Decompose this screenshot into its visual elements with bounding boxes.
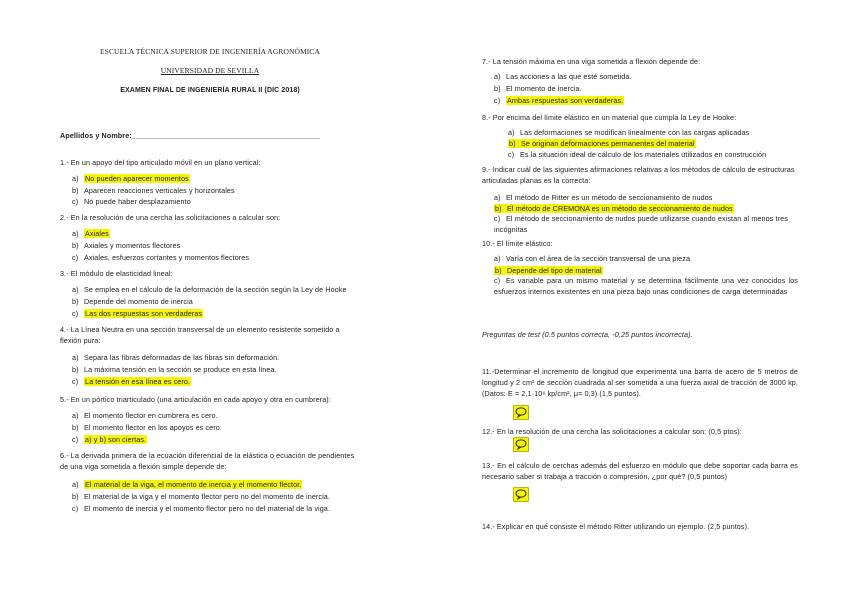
option-letter: c) [508,150,515,159]
option-text: Aparecen reacciones verticales y horizontales [84,186,235,195]
option-text: Separa las fibras deformadas de las fibras sin deformación. [84,353,280,362]
option-text: El material de la viga, el momento de inercia y el momento flector. [85,480,302,489]
q6-option-a[interactable] [72,479,302,490]
option-text: El método de CREMONA es un método de seccionamiento de nudos [507,204,733,213]
question-2: 2.- En la resolución de una cercha las solicitaciones a calcular son: [60,213,281,222]
q8-option-a[interactable] [508,127,749,138]
option-text: Se emplea en el cálculo de la deformación de la sección según la Ley de Hooke [84,285,347,294]
option-text: El material de la viga y el momento flector pero no del momento de inercia. [84,492,331,501]
option-letter: c) [494,214,501,223]
option-text: La máxima tensión en la sección se produce en esta línea. [84,365,277,374]
q10-option-a[interactable] [494,253,690,264]
option-letter: c) [494,276,501,285]
option-letter: a) [494,193,501,202]
q7-option-b[interactable] [494,83,582,94]
option-letter: b) [495,266,502,275]
option-text: Es variable para un mismo material y se determina fácilmente una vez conocidos los esfuerzos internos existentes en una pieza bajo unas condiciones de carga determinadas [494,276,798,296]
q1-option-a[interactable] [72,173,190,184]
comment-icon[interactable] [513,487,529,502]
option-letter: b) [72,186,79,195]
option-text: Varía con el área de la sección transversal de una pieza [506,254,691,263]
question-1: 1.- En un apoyo del tipo articulado móvil en un plano vertical: [60,158,261,167]
option-text: El momento flector en los apoyos es cero. [84,423,222,432]
question-12: 12.- En la resolución de una cercha las solicitaciones a calcular son: (0,5 ptos): [482,427,742,436]
q7-option-a[interactable] [494,71,632,82]
question-11: 11.-Determinar el incremento de longitud que experimenta una barra de acero de 5 metros de longitud y 2 cm² de sección cuadrada al ser sometida a una fuerza axial de tracción de 3000 kp. (Datos: E = 2,1·10⁶ kp/cm², μ= 0,3) (1,5 puntos). [482,367,798,398]
q4-option-a[interactable] [72,352,279,363]
option-letter: b) [494,84,501,93]
q5-option-c[interactable] [72,434,147,445]
option-letter: c) [72,253,79,262]
q9-option-c[interactable] [494,213,794,235]
question-6: 6.- La derivada primera de la ecuación diferencial de la elástica o ecuación de pendientes de una viga sometida a flexión simple depende de: [60,451,355,471]
q1-option-c[interactable] [72,196,191,207]
option-text: a) y b) son ciertas. [85,435,147,444]
question-7: 7.- La tensión máxima en una viga sometida a flexión depende de: [482,57,701,66]
option-text: El momento de inercia y el momento flector pero no del material de la viga. [84,504,331,513]
option-letter: c) [72,197,79,206]
q4-option-b[interactable] [72,364,277,375]
option-text: Axiales [85,229,109,238]
option-text: La tensión en esa línea es cero. [85,377,191,386]
option-letter: b) [509,139,516,148]
question-10: 10.- El límite elástico: [482,239,553,248]
option-letter: b) [72,241,79,250]
option-text: Es la situación ideal de cálculo de los materiales utilizados en construcción [520,150,767,159]
option-text: Axiales, esfuerzos cortantes y momentos flectores [84,253,250,262]
name-field[interactable]: Apellidos y Nombre:______________________________________________ [60,131,321,140]
option-letter: b) [72,423,79,432]
exam-title: EXAMEN FINAL DE INGENIERÍA RURAL II (DIC 2018) [120,87,300,94]
q2-option-c[interactable] [72,252,249,263]
option-letter: b) [72,365,79,374]
option-text: El método de Ritter es un método de seccionamiento de nudos [506,193,713,202]
option-letter: b) [72,492,79,501]
option-text: Se originan deformaciones permanentes del material [521,139,695,148]
q6-option-b[interactable] [72,491,330,502]
option-letter: a) [72,353,79,362]
option-letter: b) [72,297,79,306]
question-8: 8.- Por encima del límite elástico en un material que cumpla la Ley de Hooke: [482,113,737,122]
q8-option-c[interactable] [508,149,766,160]
comment-icon[interactable] [513,437,529,452]
option-letter: a) [72,229,79,238]
university-title: UNIVERSIDAD DE SEVILLA [160,66,260,75]
option-letter: a) [72,480,79,489]
question-5: 5.- En un pórtico triarticulado (una articulación en cada apoyo y otra en cumbrera): [60,395,331,404]
option-letter: a) [494,254,501,263]
option-letter: c) [494,96,501,105]
q1-option-b[interactable] [72,185,235,196]
speech-bubble-icon [515,489,527,500]
comment-icon[interactable] [513,405,529,420]
option-letter: c) [72,309,79,318]
q3-option-a[interactable] [72,284,347,295]
option-text: Ambas respuestas son verdaderas. [507,96,624,105]
option-text: El momento flector en cumbrera es cero. [84,411,218,420]
q7-option-c[interactable] [494,95,624,106]
question-4: 4.- La Línea Neutra en una sección transversal de un elemento resistente sometido a flexión pura: [60,325,340,345]
option-letter: c) [72,504,79,513]
option-letter: b) [495,204,502,213]
option-letter: c) [72,377,79,386]
test-scoring-note: Preguntas de test (0.5 puntos correcta, -0,25 puntos incorrecta). [482,330,693,339]
option-letter: a) [72,174,79,183]
q5-option-b[interactable] [72,422,222,433]
option-text: Axiales y momentos flectores [84,241,181,250]
option-text: Depende del tipo de material [507,266,602,275]
question-14: 14.- Explicar en qué consiste el método Ritter utilizando un ejemplo. (2,5 puntos). [482,522,750,531]
option-letter: a) [72,411,79,420]
option-letter: c) [72,435,79,444]
q5-option-a[interactable] [72,410,218,421]
question-3: 3.- El módulo de elasticidad lineal: [60,269,173,278]
option-text: El momento de inercia. [506,84,582,93]
q4-option-c[interactable] [72,376,191,387]
q9-option-a[interactable] [494,192,712,203]
q6-option-c[interactable] [72,503,330,514]
school-title: ESCUELA TÉCNICA SUPERIOR DE INGENIERÍA AGRONÓMICA [100,47,320,56]
q2-option-b[interactable] [72,240,180,251]
speech-bubble-icon [515,439,527,450]
speech-bubble-icon [515,407,527,418]
option-letter: a) [494,72,501,81]
option-text: No puede haber desplazamiento [84,197,191,206]
q3-option-c[interactable] [72,308,203,319]
q2-option-a[interactable] [72,228,110,239]
question-13: 13.- En el cálculo de cerchas además del esfuerzo en módulo que debe soportar cada barra es necesario saber si trabaja a tracción o compresión, ¿por qué? (0,5 puntos) [482,461,798,481]
option-text: Las deformaciones se modifican linealmente con las cargas aplicadas [520,128,750,137]
option-text: Depende del momento de inercia [84,297,193,306]
q3-option-b[interactable] [72,296,193,307]
option-text: Las dos respuestas son verdaderas [85,309,203,318]
option-letter: a) [508,128,515,137]
q10-option-c[interactable] [494,275,798,297]
option-letter: a) [72,285,79,294]
question-9: 9.- Indicar cuál de las siguientes afirmaciones relativas a los métodos de cálculo de estructuras articuladas planas es la correcta: [482,165,795,185]
option-text: El método de seccionamiento de nudos puede utilizarse cuando existan al menos tres incógnitas [494,214,788,234]
q8-option-b[interactable] [508,138,696,149]
option-text: Las acciones a las que esté sometida. [506,72,632,81]
option-text: No pueden aparecer momentos [85,174,189,183]
